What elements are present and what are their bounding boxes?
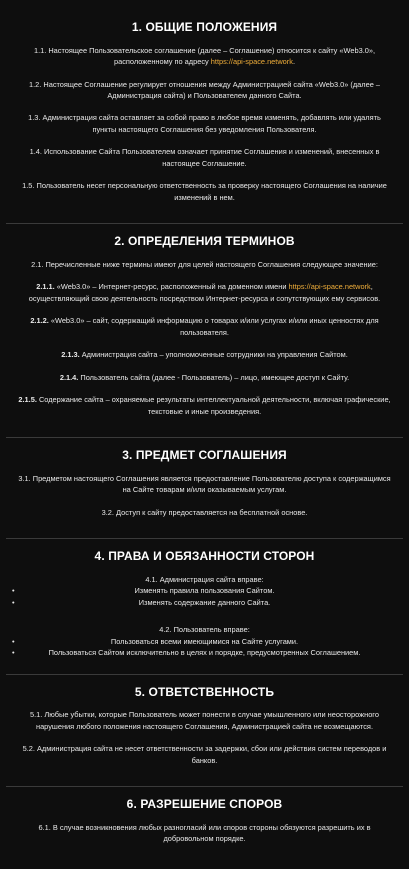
paragraph-2-1-1 <box>6 281 403 304</box>
list-item <box>6 636 403 647</box>
paragraph-1-4: 1.4. Использование Сайта Пользователем означает принятие Соглашения и изменений, внесенных в настоящее Соглашение. <box>29 147 380 168</box>
section-title: 5. ОТВЕТСТВЕННОСТЬ <box>134 684 275 699</box>
paragraph-1-5: 1.5. Пользователь несет персональную ответственность за проверку настоящего Соглашения на наличие изменений в нем. <box>22 181 387 202</box>
list-item <box>6 597 403 608</box>
list-item <box>6 647 403 658</box>
text: Содержание сайта – охраняемые результаты интеллектуальной деятельности, включая графические, текстовые и иные произведения. <box>36 395 391 416</box>
paragraph-2-1-4 <box>6 372 403 383</box>
paragraph-3-1: 3.1. Предметом настоящего Соглашения является предоставление Пользователю доступа к содержащимся на Сайте товарам и/или оказываемым услугам. <box>18 473 391 495</box>
clause-number: 2.1.5. <box>18 395 37 405</box>
bullet-icon: • <box>12 648 15 658</box>
paragraph-5-1: 5.1. Любые убытки, которые Пользователь может понести в случае умышленного или неосторожного нарушения любого положения настоящего Соглашения, Администрацией сайта не возмещаются. <box>30 710 379 731</box>
bullet-icon: • <box>12 597 15 607</box>
paragraph-1-3: 1.3. Администрация сайта оставляет за собой право в любое время изменять, добавлять или удалять пункты настоящего Соглашения без уведомления Пользователя. <box>28 113 381 134</box>
bullet-icon: • <box>12 586 15 596</box>
paragraph-4-2: 4.2. Пользователь вправе: <box>159 625 250 635</box>
clause-number: 2.1.1. <box>36 282 55 292</box>
paragraph-2-1-5 <box>6 394 403 417</box>
paragraph-5-2: 5.2. Администрация сайта не несет ответственности за задержки, сбои или действия систем переводов и банков. <box>22 744 387 765</box>
user-rights-list <box>6 636 403 659</box>
paragraph-4-1: 4.1. Администрация сайта вправе: <box>145 574 264 584</box>
admin-rights-list <box>6 585 403 608</box>
section-title: 2. ОПРЕДЕЛЕНИЯ ТЕРМИНОВ <box>114 234 295 249</box>
paragraph-1-1 <box>6 45 403 68</box>
section-subject <box>6 438 403 539</box>
site-link[interactable]: https://api-space.network <box>210 57 293 67</box>
text: , осуществляющий свою деятельность посредством Интернет-ресурса и сопутствующих ему сервисов. <box>28 282 381 303</box>
list-item <box>6 585 403 596</box>
text: 1.1. Настоящее Пользовательское соглашение (далее – Соглашение) относится к сайту «Web3.0», расположенному по адресу <box>33 45 376 67</box>
section-title: 4. ПРАВА И ОБЯЗАННОСТИ СТОРОН <box>94 549 315 564</box>
list-item-text: Пользоваться всеми имеющимися на Сайте услугами. <box>110 636 299 646</box>
paragraph-2-1-3 <box>6 349 403 360</box>
paragraph-2-1-2 <box>6 315 403 338</box>
text: Пользователь сайта (далее - Пользователь) – лицо, имеющее доступ к Сайту. <box>78 372 350 382</box>
section-title: 6. РАЗРЕШЕНИЕ СПОРОВ <box>126 796 283 811</box>
site-link[interactable]: https://api-space.network <box>288 282 371 292</box>
list-item-text: Изменять содержание данного Сайта. <box>138 597 271 607</box>
text: «Web3.0» – Интернет-ресурс, расположенный на доменном имени <box>54 282 289 292</box>
paragraph-6-1: 6.1. В случае возникновения любых разногласий или споров стороны обязуются разрешить их в добровольном порядке. <box>38 822 371 844</box>
text: . <box>292 57 296 67</box>
section-title: 1. ОБЩИЕ ПОЛОЖЕНИЯ <box>131 20 278 34</box>
paragraph-1-2: 1.2. Настоящее Соглашение регулирует отношения между Администрацией сайта «Web3.0» (далее – Администрация сайта) и Пользователем данного Сайта. <box>28 79 380 100</box>
section-general-provisions <box>6 10 403 224</box>
clause-number: 2.1.4. <box>59 372 79 382</box>
text: Администрация сайта – уполномоченные сотрудники на управления Сайтом. <box>79 350 348 360</box>
text: «Web3.0» – сайт, содержащий информацию о товарах и/или услугах и/или иных ценностях для пользователя. <box>48 316 379 337</box>
paragraph-2-1: 2.1. Перечисленные ниже термины имеют для целей настоящего Соглашения следующее значение: <box>31 259 378 269</box>
section-rights-obligations <box>6 539 403 674</box>
clause-number: 2.1.3. <box>61 350 80 360</box>
list-item-text: Пользоваться Сайтом исключительно в целях и порядке, предусмотренных Соглашением. <box>48 648 361 658</box>
section-disputes <box>6 787 403 865</box>
clause-number: 2.1.2. <box>30 316 49 326</box>
section-liability <box>6 675 403 787</box>
paragraph-3-2: 3.2. Доступ к сайту предоставляется на бесплатной основе. <box>101 507 308 517</box>
list-item-text: Изменять правила пользования Сайтом. <box>134 586 275 596</box>
section-definitions <box>6 224 403 438</box>
section-title: 3. ПРЕДМЕТ СОГЛАШЕНИЯ <box>122 448 287 463</box>
bullet-icon: • <box>12 636 15 646</box>
